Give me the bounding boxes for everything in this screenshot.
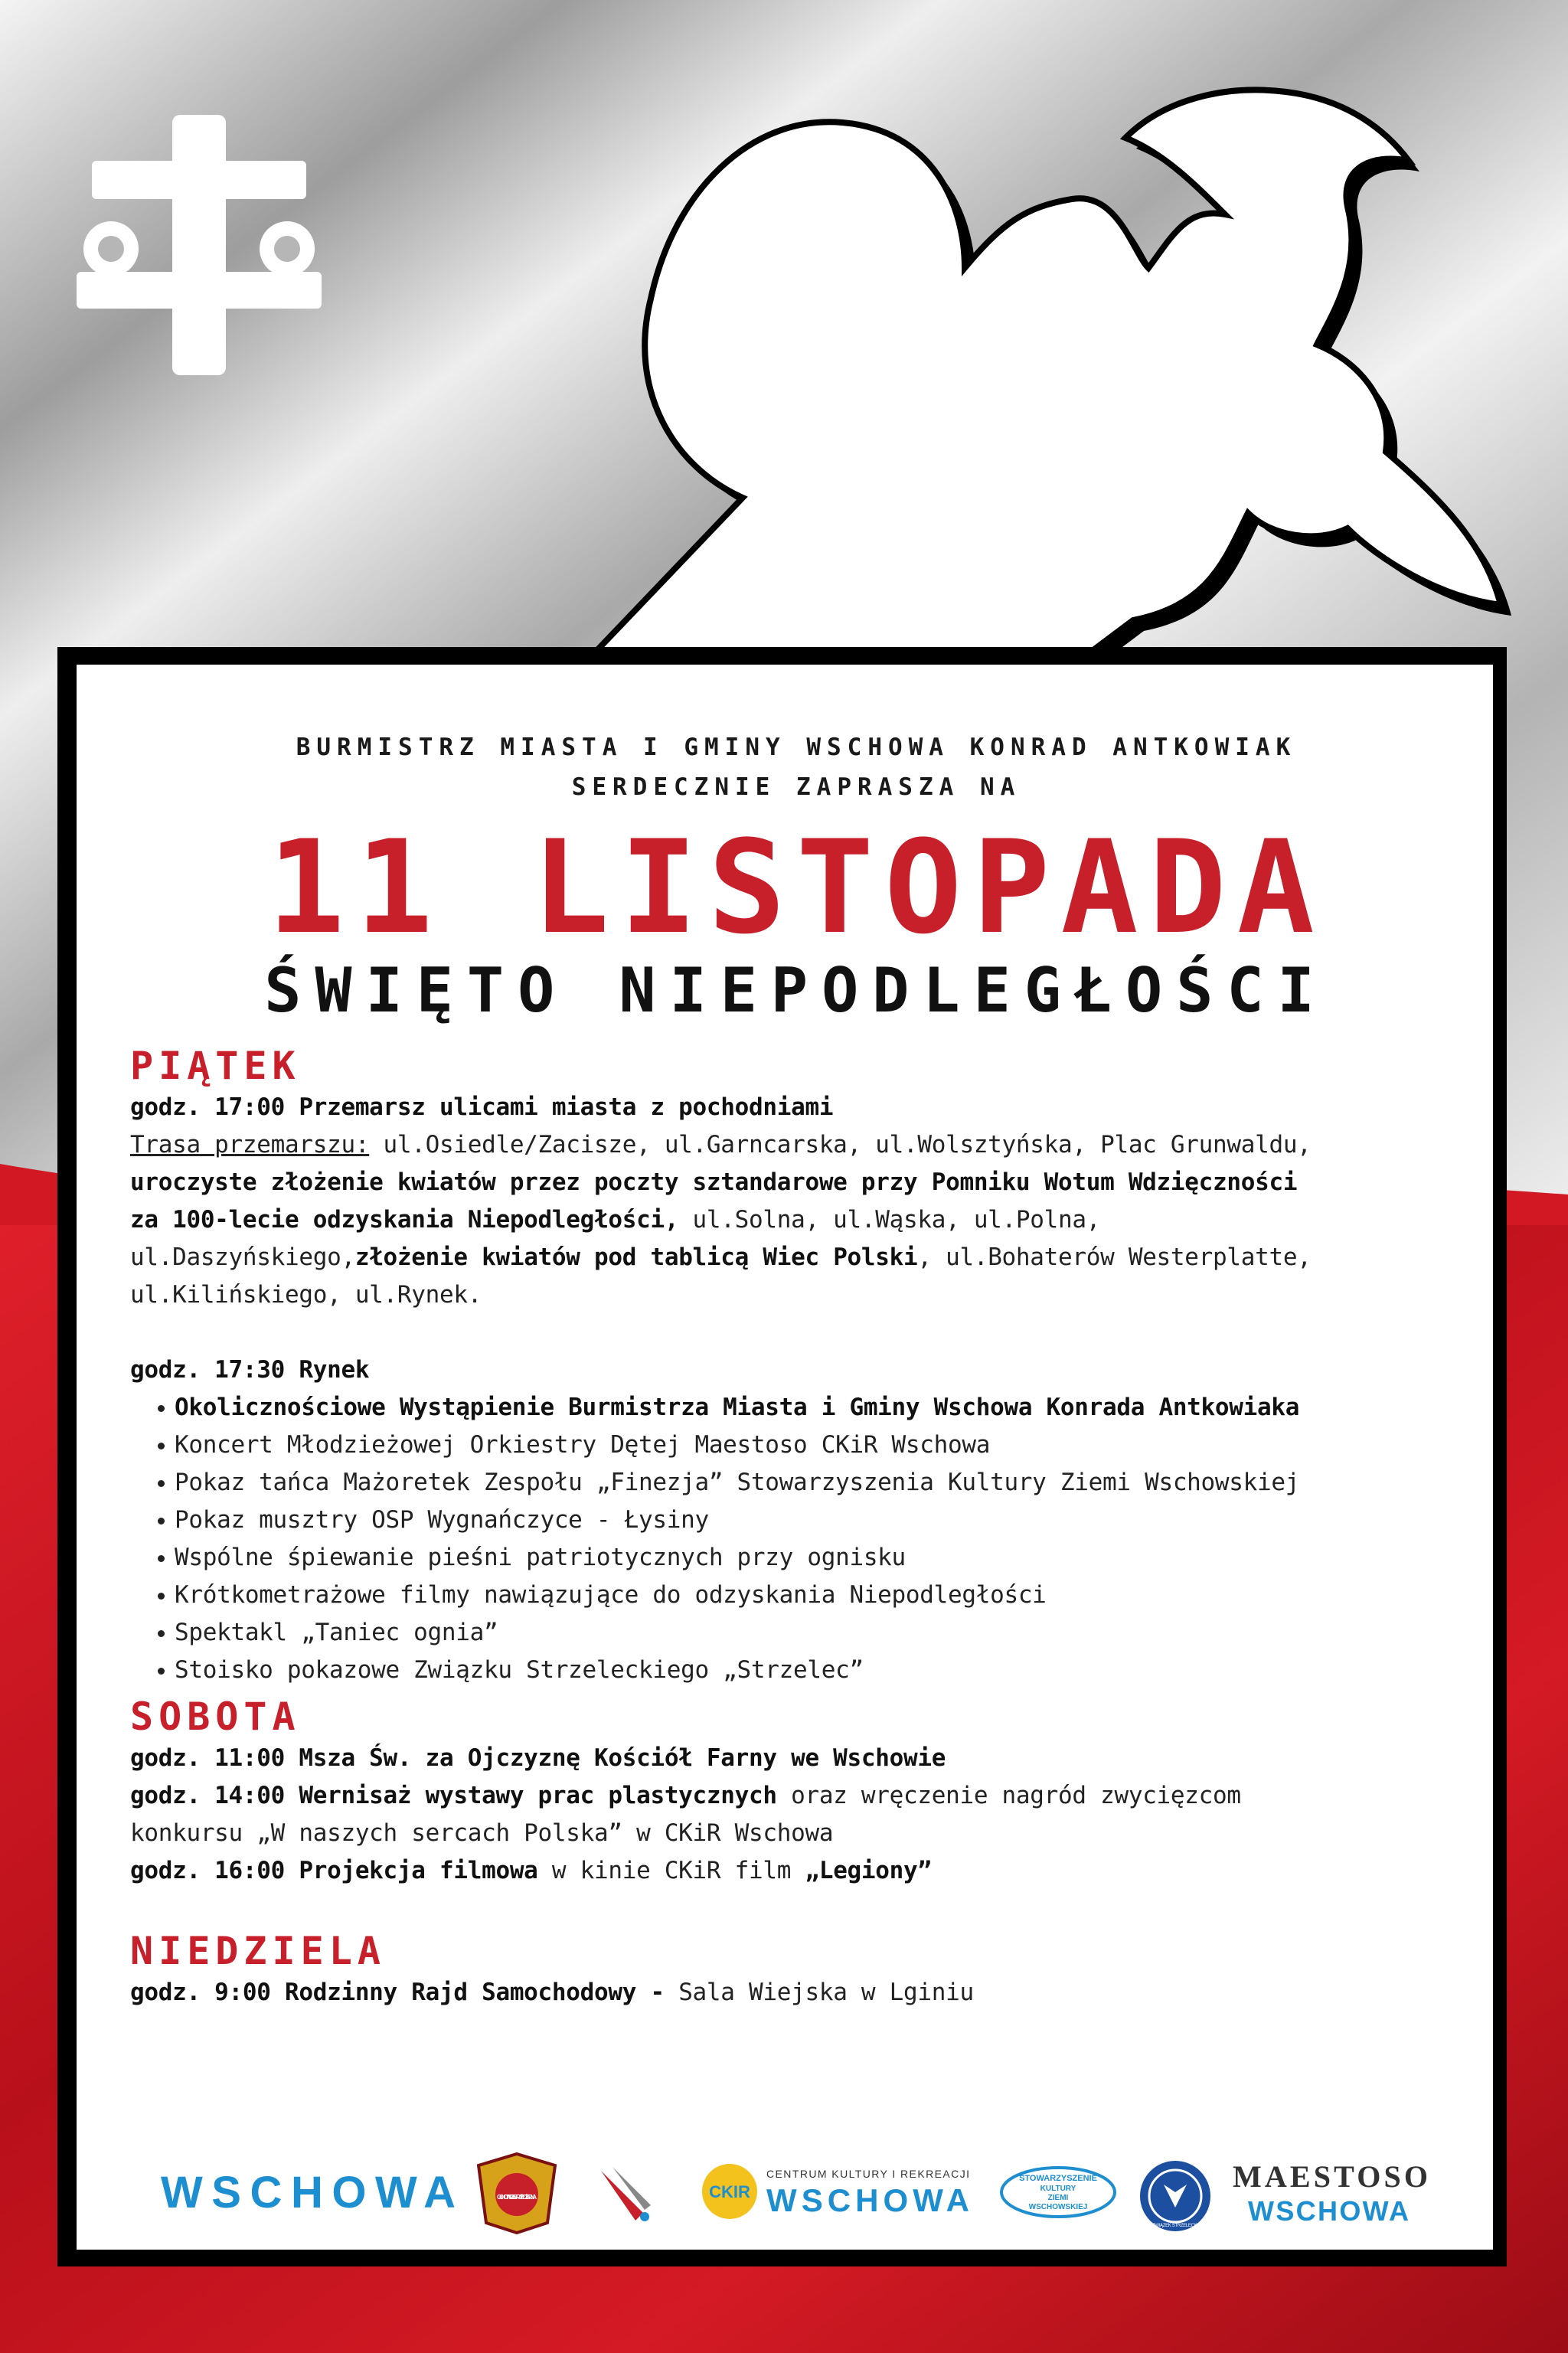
- rynek-title: godz. 17:30 Rynek: [130, 1356, 370, 1384]
- sunday-line-1-bold: godz. 9:00 Rodzinny Rajd Samochodowy -: [130, 1979, 665, 2006]
- list-item: Spektakl „Taniec ognia”: [158, 1614, 1462, 1652]
- route-line-5: ul.Kilińskiego, ul.Rynek.: [130, 1281, 482, 1309]
- friday-heading: PIĄTEK: [130, 1044, 301, 1088]
- saturday-line-4: [130, 1852, 1462, 1890]
- list-item: Krótkometrażowe filmy nawiązujące do odzyskania Niepodległości: [158, 1577, 1462, 1614]
- route-text-4-end: , ul.Bohaterów Westerplatte,: [917, 1243, 1312, 1271]
- osp-logo-icon: [471, 2150, 563, 2234]
- stowarzyszenie-logo: [999, 2165, 1118, 2219]
- eagle-logo-icon: [597, 2159, 658, 2228]
- saturday-line-2-text: oraz wręczenie nagród zwycięzcom: [776, 1782, 1241, 1809]
- saturday-line-3: konkursu „W naszych sercach Polska” w CKiR Wschowa: [130, 1819, 834, 1847]
- invite-line-1: BURMISTRZ MIASTA I GMINY WSCHOWA KONRAD ANTKOWIAK: [296, 734, 1297, 761]
- saturday-line-2: [130, 1777, 1462, 1815]
- list-item: Pokaz musztry OSP Wygnańczyce - Łysiny: [158, 1502, 1462, 1539]
- svg-text:CENTRUM KULTURY I REKREACJI: CENTRUM KULTURY I REKREACJI: [766, 2168, 969, 2180]
- list-item: Okolicznościowe Wystąpienie Burmistrza Miasta i Gminy Wschowa Konrada Antkowiaka: [158, 1389, 1462, 1427]
- list-item: Koncert Młodzieżowej Orkiestry Dętej Maestoso CKiR Wschowa: [158, 1427, 1462, 1464]
- svg-text:OCHOTNICZA STRAŻ POŻARNA: OCHOTNICZA STRAŻ POŻARNA: [497, 2194, 537, 2201]
- sunday-line-1-text: Sala Wiejska w Lginiu: [664, 1979, 974, 2006]
- friday-program-list: [130, 1389, 1462, 1689]
- route-text-3-bold: za 100-lecie odzyskania Niepodległości,: [130, 1206, 679, 1234]
- saturday-line-4-bold: godz. 16:00 Projekcja filmowa: [130, 1857, 538, 1884]
- page-subtitle: ŚWIĘTO NIEPODLEGŁOŚCI: [264, 955, 1328, 1026]
- svg-text:WSCHOWA: WSCHOWA: [1248, 2195, 1409, 2227]
- march-title: godz. 17:00 Przemarsz ulicami miasta z pochodniami: [130, 1093, 834, 1121]
- saturday-line-2-bold: godz. 14:00 Wernisaż wystawy prac plastycznych: [130, 1782, 777, 1809]
- route-text-4: ul.Daszyńskiego,: [130, 1243, 355, 1271]
- route-line-3: [130, 1201, 1462, 1239]
- route-text-1: ul.Osiedle/Zacisze, ul.Garncarska, ul.Wolsztyńska, Plac Grunwaldu,: [369, 1131, 1312, 1159]
- route-line-4: [130, 1239, 1462, 1276]
- eagle-silhouette-icon: [536, 69, 1568, 681]
- svg-text:MAESTOSO: MAESTOSO: [1233, 2159, 1428, 2194]
- saturday-heading: SOBOTA: [130, 1694, 301, 1739]
- saturday-line-1: godz. 11:00 Msza Św. za Ojczyznę Kościół Farny we Wschowie: [130, 1744, 946, 1772]
- route-line-2: uroczyste złożenie kwiatów przez poczty sztandarowe przy Pomniku Wotum Wdzięczności: [130, 1168, 1298, 1196]
- sunday-line-1: [130, 1974, 1462, 2011]
- svg-text:WSCHOWA: WSCHOWA: [161, 2168, 456, 2217]
- list-item: Stoisko pokazowe Związku Strzeleckiego „Strzelec”: [158, 1652, 1462, 1689]
- route-line-1: [130, 1126, 1462, 1164]
- saturday-film-title: „Legiony”: [805, 1857, 932, 1884]
- svg-text:CKIR: CKIR: [709, 2182, 750, 2201]
- svg-text:WSCHOWSKIEJ: WSCHOWSKIEJ: [1028, 2203, 1088, 2211]
- sponsor-logos: [77, 2144, 1493, 2236]
- page-title: 11 LISTOPADA: [267, 812, 1325, 962]
- poster-panel: [77, 665, 1493, 2250]
- svg-text:ZWIĄZEK STRZELECKI: ZWIĄZEK STRZELECKI: [1152, 2224, 1198, 2228]
- invite-line-2: SERDECZNIE ZAPRASZA NA: [571, 773, 1021, 801]
- strzelec-logo-icon: [1137, 2158, 1214, 2234]
- route-text-3: ul.Solna, ul.Wąska, ul.Polna,: [678, 1206, 1101, 1234]
- route-text-4-bold: złożenie kwiatów pod tablicą Wiec Polski: [354, 1243, 918, 1271]
- wschowa-emblem-icon: [77, 115, 322, 375]
- svg-text:STOWARZYSZENIE: STOWARZYSZENIE: [1019, 2174, 1097, 2183]
- sunday-heading: NIEDZIELA: [130, 1929, 386, 1973]
- route-label: Trasa przemarszu:: [130, 1131, 370, 1159]
- svg-text:WSCHOWA: WSCHOWA: [766, 2182, 969, 2218]
- list-item: Wspólne śpiewanie pieśni patriotycznych przy ognisku: [158, 1539, 1462, 1577]
- wschowa-logo: [161, 2165, 459, 2219]
- svg-text:KULTURY: KULTURY: [1040, 2185, 1076, 2193]
- saturday-line-4-text: w kinie CKiR film: [537, 1857, 805, 1884]
- list-item: Pokaz tańca Mażoretek Zespołu „Finezja” Stowarzyszenia Kultury Ziemi Wschowskiej: [158, 1464, 1462, 1502]
- svg-text:ZIEMI: ZIEMI: [1047, 2194, 1069, 2202]
- maestoso-logo: [1229, 2159, 1436, 2228]
- ckir-logo: [701, 2161, 976, 2222]
